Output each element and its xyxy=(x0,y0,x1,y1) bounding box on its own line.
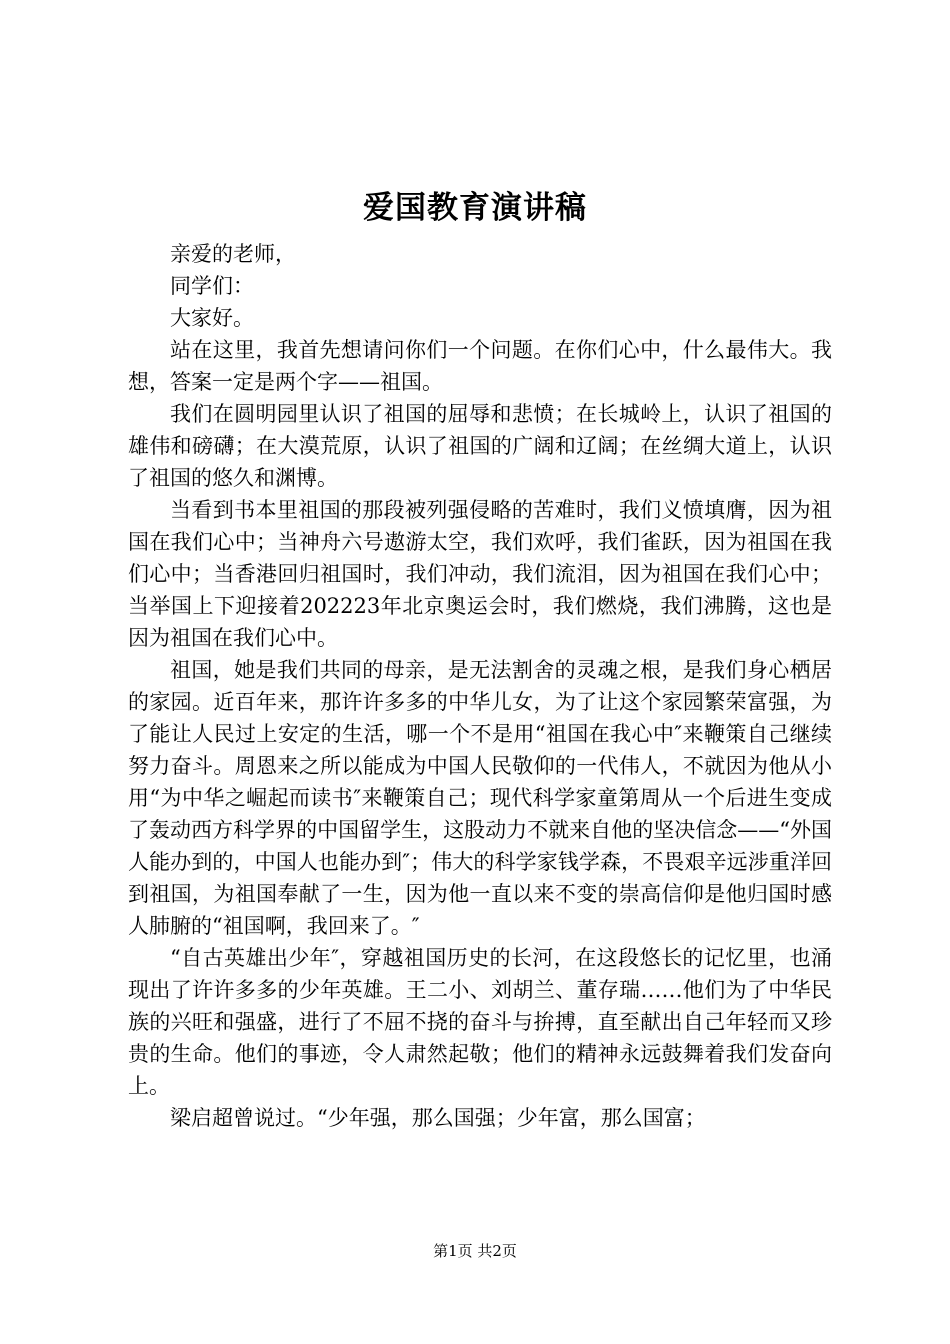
paragraph: 我们在圆明园里认识了祖国的屈辱和悲愤；在长城岭上，认识了祖国的雄伟和磅礴；在大漠荒原，认识了祖国的广阔和辽阔；在丝绸大道上，认识了祖国的悠久和渊博。 xyxy=(128,402,832,490)
salutation-students: 同学们： xyxy=(170,274,254,298)
paragraph: 梁启超曾说过。“少年强，那么国强；少年富，那么国富； xyxy=(170,1106,706,1130)
salutation-teachers: 亲爱的老师， xyxy=(170,242,296,266)
paragraph: 当看到书本里祖国的那段被列强侵略的苦难时，我们义愤填膺，因为祖国在我们心中；当神舟六号遨游太空，我们欢呼，我们雀跃，因为祖国在我们心中；当香港回归祖国时，我们冲动，我们流泪，因为祖国在我们心中；当举国上下迎接着202223年北京奥运会时，我们燃烧，我们沸腾，这也是因为祖国在我们心中。 xyxy=(128,498,832,650)
paragraph: 站在这里，我首先想请问你们一个问题。在你们心中，什么最伟大。我想，答案一定是两个字——祖国。 xyxy=(128,338,832,394)
document-body xyxy=(128,238,832,1134)
paragraph: “自古英雄出少年″，穿越祖国历史的长河，在这段悠长的记忆里，也涌现出了许许多多的少年英雄。王二小、刘胡兰、董存瑞……他们为了中华民族的兴旺和强盛，进行了不屈不挠的奋斗与拚搏，直至献出自己年轻而又珍贵的生命。他们的事迹，令人肃然起敬；他们的精神永远鼓舞着我们发奋向上。 xyxy=(128,946,832,1098)
greeting: 大家好。 xyxy=(170,306,254,330)
paragraph: 祖国，她是我们共同的母亲，是无法割舍的灵魂之根，是我们身心栖居的家园。近百年来，那许许多多的中华儿女，为了让这个家园繁荣富强，为了能让人民过上安定的生活，哪一个不是用“祖国在我心中″来鞭策自己继续努力奋斗。周恩来之所以能成为中国人民敬仰的一代伟人，不就因为他从小用“为中华之崛起而读书″来鞭策自己；现代科学家童第周从一个后进生变成了轰动西方科学界的中国留学生，这股动力不就来自他的坚决信念——“外国人能办到的，中国人也能办到″；伟大的科学家钱学森，不畏艰辛远涉重洋回到祖国，为祖国奉献了一生，因为他一直以来不变的崇高信仰是他归国时感人肺腑的“祖国啊，我回来了。″ xyxy=(128,658,832,938)
page-footer: 第1页 共2页 xyxy=(433,1242,517,1260)
document-title: 爱国教育演讲稿 xyxy=(363,190,587,226)
